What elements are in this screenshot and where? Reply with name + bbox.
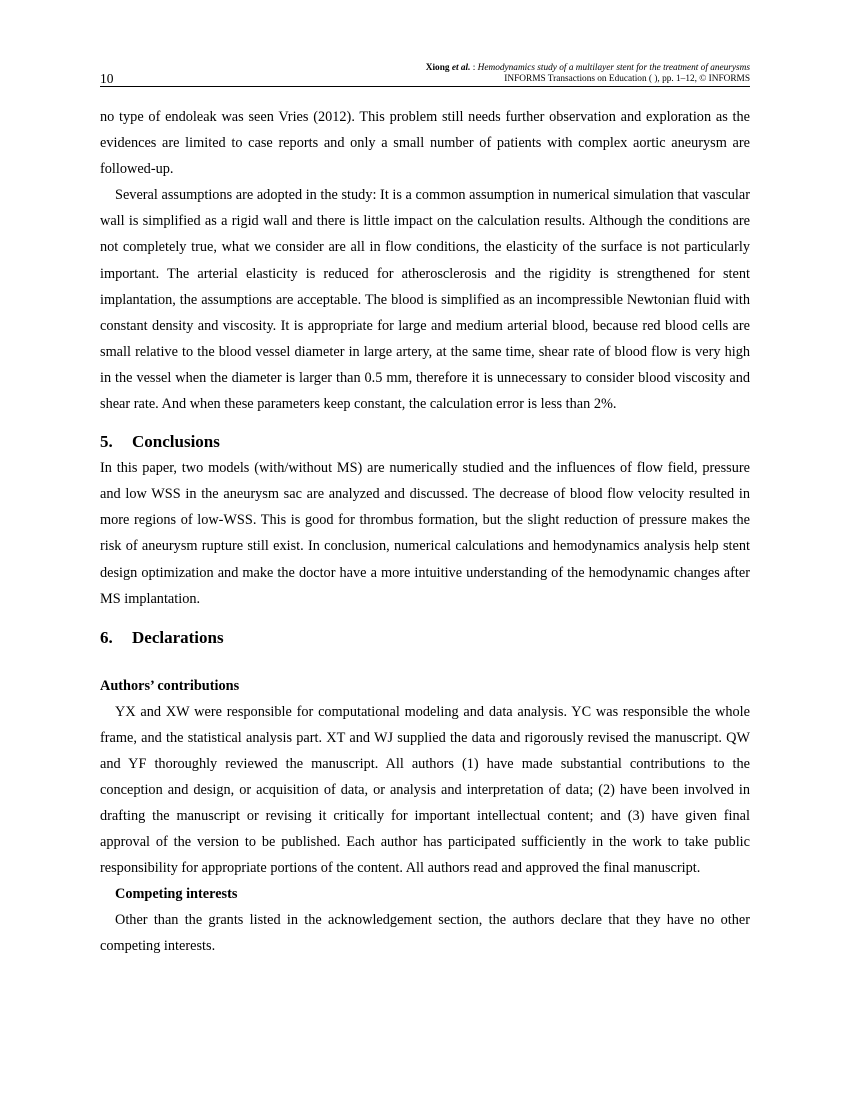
running-separator: : xyxy=(470,63,478,73)
paragraph-conclusions: In this paper, two models (with/without MS) are numerically studied and the influences of flow field, pressure and low WSS in the aneurysm sac are analyzed and discussed. The decrease of blood flow velocity resulted in more regions of low-WSS. This is good for thrombus formation, but the slight reduction of pressure makes the risk of aneurysm rupture still exist. In conclusion, numerical calculations and hemodynamics analysis help stent design optimization and make the doctor have a more intuitive understanding of the hemodynamic changes after MS implantation. xyxy=(100,460,750,607)
page-number: 10 xyxy=(100,71,114,86)
section-heading-declarations xyxy=(100,627,750,649)
journal-line: INFORMS Transactions on Education ( ), pp. 1–12, © INFORMS xyxy=(504,74,750,84)
paragraph-competing-interests: Other than the grants listed in the acknowledgement section, the authors declare that they have no other competing interests. xyxy=(100,912,750,955)
section-title: Declarations xyxy=(132,627,224,647)
running-head-right xyxy=(426,63,750,85)
section-number: 6. xyxy=(100,627,113,647)
subheading-competing-interests: Competing interests xyxy=(115,886,238,903)
running-head xyxy=(100,63,750,87)
paragraph-authors-contributions: YX and XW were responsible for computational modeling and data analysis. YC was responsible the whole frame, and the statistical analysis part. XT and WJ supplied the data and rigorously revised the manuscript. QW and YF thoroughly reviewed the manuscript. All authors (1) have made substantial contributions to the conception and design, or acquisition of data, or analysis and interpretation of data; (2) have been involved in drafting the manuscript or revising it critically for important intellectual content; and (3) have given final approval of the version to be published. Each author has participated sufficiently in the work to take public responsibility for appropriate portions of the content. All authors read and approved the final manuscript. xyxy=(100,703,750,877)
body-text xyxy=(100,104,750,960)
header-rule xyxy=(100,86,750,87)
paragraph-continuation: no type of endoleak was seen Vries (2012). This problem still needs further observation and exploration as the evidences are limited to case reports and only a small number of patients with complex aortic aneurysm are followed-up. xyxy=(100,109,750,178)
running-title-line xyxy=(426,63,750,74)
section-heading-conclusions xyxy=(100,431,750,453)
section-title: Conclusions xyxy=(132,432,220,452)
paragraph-assumptions: Several assumptions are adopted in the study: It is a common assumption in numerical simulation that vascular wall is simplified as a rigid wall and there is little impact on the calculation results. Although the conditions are not completely true, what we consider are all in flow conditions, the elasticity of the surface is not particularly important. The arterial elasticity is reduced for atherosclerosis and the rigidity is strengthened for stent implantation, the assumptions are acceptable. The blood is simplified as an incompressible Newtonian fluid with constant density and viscosity. It is appropriate for large and medium arterial blood, because red blood cells are small relative to the blood vessel diameter in large artery, at the same time, shear rate of blood flow is very high in the vessel when the diameter is larger than 0.5 mm, therefore it is unnecessary to consider blood viscosity and shear rate. And when these parameters keep constant, the calculation error is less than 2%. xyxy=(100,187,750,413)
subheading-authors-contributions: Authors’ contributions xyxy=(100,677,240,694)
section-number: 5. xyxy=(100,432,113,452)
running-etal: et al. xyxy=(451,63,471,73)
running-author: Xiong xyxy=(425,63,450,73)
running-title: Hemodynamics study of a multilayer stent for the treatment of aneurysms xyxy=(477,63,750,73)
